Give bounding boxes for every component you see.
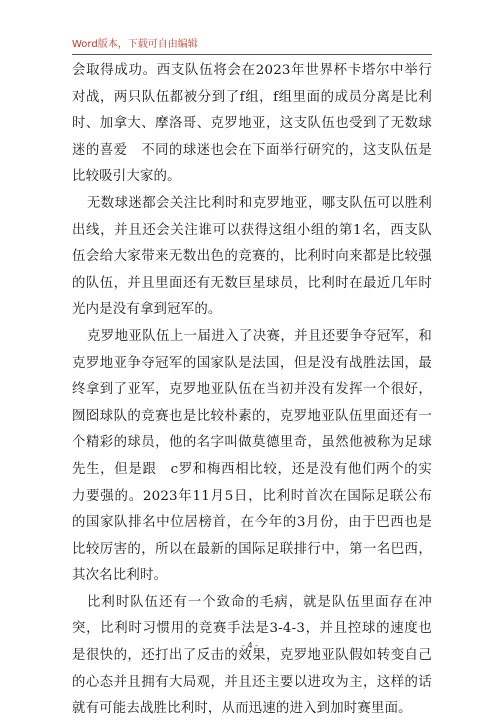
document-body	[72, 58, 432, 723]
page-number: - 4 -	[242, 641, 258, 650]
paragraph-3: 克罗地亚队伍上一届进入了决赛，并且还要争夺冠军，和克罗地亚争夺冠军的国家队是法国，但是没有战胜法国，最终拿到了亚军，克罗地亚队伍在当初并没有发挥一个很好，囫囵球队的竞赛也是比较朴素的，克罗地亚队伍里面还有一个精彩的球员，他的名字叫做莫德里奇，虽然他被称为足球先生，但是跟 c罗和梅西相比较，还是没有他们两个的实力要强的。2023年11月5日，比利时首次在国际足联公布的国家队排名中位居榜首，在今年的3月份，由于巴西也是比较厉害的，所以在最新的国际足联排行中，第一名巴西，其次名比利时。	[72, 328, 432, 584]
paragraph-4: 比利时队伍还有一个致命的毛病，就是队伍里面存在冲突，比利时习惯用的竞赛手法是3-4-3，并且控球的速度也是很快的，还打出了反击的效果，克罗地亚队假如转变自己的心态并且拥有大局观，并且还主要以进攻为主，这样的话就有可能去战胜比利时，从而迅速的进入到加时赛里面。	[72, 594, 432, 717]
document-header: Word版本，下载可自由编辑	[72, 39, 198, 50]
paragraph-2: 无数球迷都会关注比利时和克罗地亚，哪支队伍可以胜利出线，并且还会关注谁可以获得这组小组的第1名，西支队伍会给大家带来无数出色的竞赛的，比利时向来都是比较强的队伍，并且里面还有无数巨星球员，比利时在最近几年时光内是没有拿到冠军的。	[72, 195, 432, 318]
header-rule	[72, 54, 432, 55]
paragraph-1: 会取得成功。西支队伍将会在2023年世界杯卡塔尔中举行对战，两只队伍都被分到了f组，f组里面的成员分离是比利时、加拿大、摩洛哥、克罗地亚，这支队伍也受到了无数球迷的喜爱 不同的球迷也会在下面举行研究的，这支队伍是比较吸引大家的。	[72, 63, 432, 185]
